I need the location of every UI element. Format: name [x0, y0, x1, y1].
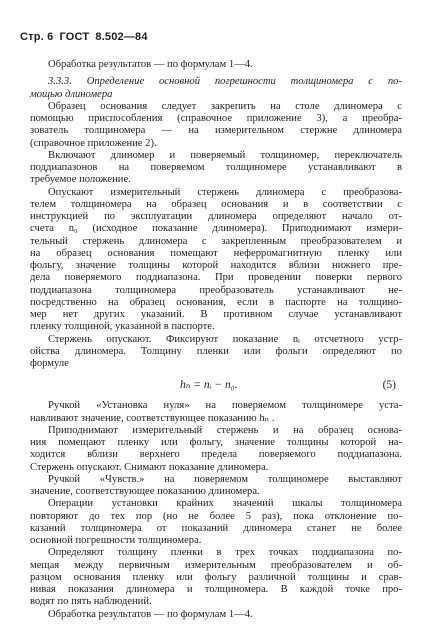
text-line: ойства длиномера. Толщину пленки или фольги определяют по: [30, 345, 402, 357]
text-line: Ручкой «Чувств.» на поверяемом толщиномере выставляют: [48, 473, 402, 485]
text-line: основной погрешности толщиномера.: [30, 535, 202, 546]
text-line: (справочное приложение 2).: [30, 137, 157, 149]
text-line: посредственно на образец основания, если в паспорте на толщино-: [30, 296, 402, 308]
formula-expression: hₙ = nᵢ − n₀.: [180, 379, 238, 392]
text-line: мещая между первичным измерительным преобразователем и об-: [30, 559, 402, 571]
text-line: навливают значение, соответствующее показанию hₙ .: [30, 412, 275, 424]
text-line: пленку толщиной, указанной в паспорте.: [30, 321, 215, 333]
text-line: ходится вблизи верхнего предела поверяемого поддиапазона.: [30, 449, 402, 461]
section-heading: мощью длиномера: [30, 88, 113, 100]
text-line: поддиапазонов на поверяемом толщиномере устанавливают в: [30, 162, 402, 173]
text-line: счета n₀ (исходное показание длиномера). Приподнимают измери-: [30, 223, 402, 235]
formula-number: (5): [382, 379, 396, 392]
text-line: Определяют толщину пленки в трех точках поддиапазона по-: [48, 547, 402, 559]
text-line: Приподнимают измерительный стержень и на образец основа-: [48, 424, 402, 436]
text-line: разцом основания пленку или фольгу различной толщины и срав-: [30, 571, 402, 583]
text-line: повторяют до тех пор (но не более 5 раз), пока отклонение по-: [30, 510, 402, 522]
document-body: [30, 56, 402, 621]
text-line: ния помещают пленку или фольгу, значение толщины которой на-: [30, 437, 402, 448]
text-line: тельный стержень длиномера с закрепленным преобразователем и: [30, 235, 402, 247]
page-number: Стр. 6: [20, 31, 54, 43]
text-line: Стержень опускают. Снимают показание длиномера.: [30, 461, 269, 473]
text-line: водят по пять наблюдений.: [30, 596, 152, 608]
formula-block: [30, 370, 402, 400]
text-line: телем толщиномера на образец основания и в соответствии с: [30, 198, 402, 210]
text-line: дела поверяемого поддиапазона. При проведении поверки первого: [30, 272, 402, 284]
text-line: зователь толщиномера — на измерительном стержне длиномера: [30, 125, 402, 137]
text-line: поддиапазона толщиномера преобразователь устанавливают не-: [30, 284, 402, 296]
text-line: казаний толщиномера от показаний длиномера станет не более: [30, 522, 402, 534]
standard-number: 8.502—84: [95, 31, 148, 43]
text-line: Стержень опускают. Фиксируют показание nᵢ отсчетного устр-: [48, 333, 402, 345]
standard-label: ГОСТ: [59, 31, 90, 43]
text-line: нивая показания длиномера и толщиномера. В каждой точке про-: [30, 584, 402, 595]
text-line: инструкцией по эксплуатации длиномера определяют начало от-: [30, 211, 402, 222]
text-line: Обработка результатов — по формулам 1—4.: [48, 608, 253, 620]
text-line: мер нет других указаний. В противном случае устанавливают: [30, 309, 402, 320]
text-line: помощью приспособления (справочное приложение 3), а преобра-: [30, 113, 402, 124]
text-line: Включают длиномер и поверяемый толщиномер, переключатель: [48, 149, 402, 161]
text-line: Образец основания следует закрепить на столе длиномера с: [48, 100, 402, 112]
page-header: [20, 31, 148, 43]
section-heading: 3.3.3. Определение основной погрешности толщиномера с по-: [48, 76, 402, 88]
text-line: требуемое положение.: [30, 174, 131, 186]
text-line: Ручкой «Установка нуля» на поверяемом толщиномере уста-: [48, 400, 402, 412]
text-line: Обработка результатов — по формулам 1—4.: [48, 59, 253, 70]
text-line: Операции установки крайних значений шкалы толщиномера: [48, 498, 402, 510]
text-line: формуле: [30, 358, 69, 369]
text-line: значение, соответствующее показанию длиномера.: [30, 486, 260, 497]
text-line: на образец основания помещают неферромагнитную пленку или: [30, 247, 402, 259]
text-line: Опускают измерительный стержень длиномера с преобразова-: [48, 186, 402, 198]
text-line: фольгу, значение толщины которой находится вблизи нижнего пре-: [30, 260, 402, 271]
